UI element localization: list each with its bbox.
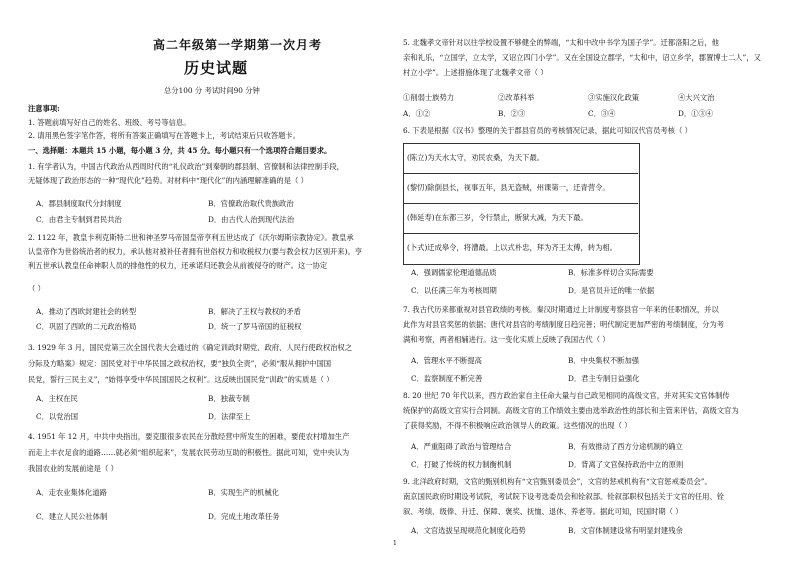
question-2-line: 2. 1122 年，教皇卡利克斯特二世和神圣罗马帝国皇帝亨利五世达成了《沃尔姆斯宗教协定》。教皇承 xyxy=(28,233,354,242)
question-9-line: 9. 北洋政府时期，文官的甄别机构有“文官甄别委员会”，文官的惩戒机构有“文官惩戒委员会”。 xyxy=(403,477,712,486)
option-4b: B．实现生产的机械化 xyxy=(208,488,280,497)
question-3-line: 分际及方略案》规定：国民党对于中华民国之政权治权，要“独负全责”，必须“服从拥护中国国 xyxy=(28,359,332,368)
option-6d: D．是官员升迁的唯一依据 xyxy=(568,286,655,295)
option-5-3: ③实施汉化政策 xyxy=(588,93,640,102)
notes-heading: 注意事项: xyxy=(28,104,60,113)
option-2b: B．解决了王权与教权的矛盾 xyxy=(208,307,301,316)
section-heading: 一、选择题：本题共 15 小题，每小题 3 分，共 45 分。每小题只有一个选项符合题目要求。 xyxy=(28,146,332,155)
option-5d: D．①③④ xyxy=(678,109,714,118)
option-2c: C．巩固了西欧的二元政治格局 xyxy=(36,322,137,331)
question-5-line: 亲和礼乐，“立国学，立太学，又诏立四门小学”。又在全国设立郡学，“太和中，诏立乡学，郡置博士二人”，又 xyxy=(403,53,761,62)
question-1-line: 1. 有学者认为，中国古代政治从西周时代的“礼仪政治”到秦朝的郡县制、官僚制和法律控制手段， xyxy=(28,162,344,171)
question-1-line: 无疑体现了政治形态的一种“现代化”趋势。对材料中“现代化”的内涵理解准确的是（ ） xyxy=(28,176,308,185)
table-row: (陈立)为天水太守，劝民农桑，为天下最。 xyxy=(407,153,545,162)
table-divider xyxy=(403,233,638,234)
question-9-line: 叙、考绩、级俸、升迁、保障、褒奖、抚恤、退休、养老等。据此可知，民国时期（ ） xyxy=(403,507,683,516)
option-5a: A．①② xyxy=(403,109,431,118)
question-4-line: 4. 1951 年 12 月，中共中央指出，要克服很多农民在分散经营中所发生的困难，要使农村增加生产 xyxy=(28,432,350,441)
note-item: 2. 请用黑色签字笔作答，将所有答案正确填写在答题卡上，考试结束后只收答题卡。 xyxy=(28,131,300,140)
question-3-line: 3. 1929 年 3 月，国民党第三次全国代表大会通过的《确定训政时期党、政府、人民行使政权治权之 xyxy=(28,343,353,352)
option-2d: D．统一了罗马帝国的征税权 xyxy=(208,322,302,331)
option-7c: C．监察制度不断完善 xyxy=(411,374,483,383)
exam-title: 高二年级第一学期第一次月考 xyxy=(153,38,323,52)
option-5-2: ②改革科举 xyxy=(498,93,535,102)
option-8c: C．打破了传统的权力制衡机制 xyxy=(411,460,512,469)
option-4c: C．建立人民公社体制 xyxy=(36,512,108,521)
question-5-line: 村立小学”。上述措施体现了北魏孝文帝（ ） xyxy=(403,68,548,77)
option-7b: B．中央集权不断加强 xyxy=(568,356,640,365)
table-row: (韩延寿)在东都三岁，令行禁止，断狱大减，为天下最。 xyxy=(407,213,588,222)
option-5c: C．③④ xyxy=(588,109,616,118)
page-number: 1 xyxy=(393,540,397,547)
table-divider xyxy=(403,173,638,174)
question-4-line: 我国农业的发展前途是（ ） xyxy=(28,464,118,473)
option-8d: D．背离了文官保持政治中立的原则 xyxy=(568,460,684,469)
option-1a: A．郡县制度取代分封制度 xyxy=(36,199,122,208)
table-row: (黎忉)除倒县长，视事五年，县无盗贼，州课第一，迁青营令。 xyxy=(407,183,610,192)
question-7-line: 此作为对县官奖惩的依据；唐代对县官的考绩制度日趋完善；明代制定更加严密的考绩制度，分为考 xyxy=(403,320,725,329)
question-8-line: 了获得奖励，不得不积极响应政治领导人的政策。这些情况的出现（ ） xyxy=(403,421,632,430)
question-8-line: 统保护的高级文官实行合同制。高级文官的工作绩效主要由选举政治性的部长和主管来评估，高级文官为 xyxy=(403,406,739,415)
option-8a: A．严重阻碍了政治与管理结合 xyxy=(411,442,512,451)
subject-title: 历史试题 xyxy=(184,59,249,77)
option-4d: D．完成土地改革任务 xyxy=(208,512,280,521)
option-5-4: ④大兴文治 xyxy=(678,93,715,102)
option-6a: A．强调儒家伦理道德品质 xyxy=(411,268,497,277)
question-7-line: 7. 我古代历来都重视对县官政绩的考核。秦汉时期通过上计制度考察县官一年来的任职情况，并以 xyxy=(403,305,719,314)
option-7a: A．管理水平不断提高 xyxy=(411,356,482,365)
table-divider xyxy=(403,203,638,204)
question-9-line: 南京国民政府时期设考试院，考试院下设考选委员会和铨叙部。铨叙部职权包括关于文官的任用、铨 xyxy=(403,492,725,501)
option-5b: B．②③ xyxy=(498,109,526,118)
option-9b: B．文官体制建设常有明显封建残余 xyxy=(568,526,683,535)
table-row: (卜式)迁成皋令，将漕最。上以式朴忠，拜为齐王太傅，转为相。 xyxy=(407,243,618,252)
option-8b: B．有效推动了西方分途机制的确立 xyxy=(568,442,683,451)
option-3b: B．独裁专制 xyxy=(208,394,250,403)
option-9a: A．文官选拔呈现规范化制度化趋势 xyxy=(411,526,526,535)
option-3c: C．以党治国 xyxy=(36,412,79,421)
question-7-line: 满和考察，两者相辅进行。这一变化实质上反映了我国古代（ ） xyxy=(403,335,610,344)
option-7d: D．君主专制日益强化 xyxy=(568,374,640,383)
question-6-intro: 6. 下表是根据《汉书》整理的关于郡县官员的考核情况记录，据此可知汉代官员考核（ ） xyxy=(403,126,692,135)
exam-meta: 总分100 分 考试时间90 分钟 xyxy=(164,86,260,95)
option-1d: D．由古代人治到现代法治 xyxy=(208,215,295,224)
question-4-line: 而走上丰衣足食的道路……就必须“组织起来”，发展农民劳动互助的积极性。据此可知，党中央认为 xyxy=(28,448,350,457)
question-8-line: 8. 20 世纪 70 年代以来，西方政治家自主任命大量与自己政见相同的高级文官，并对其实文官体制传 xyxy=(403,391,730,400)
question-3-line: 民党，誓行三民主义”，“始得享受中华民国国民之权利”。这反映出国民党“训政”的实质是（ ） xyxy=(28,375,334,384)
option-1b: B．官僚政治取代贵族政治 xyxy=(208,199,294,208)
question-2-line: 利五世承认教皇任命神职人员的排他性的权力，还承诺归还教会从前被侵夺的财产。这一协定 xyxy=(28,261,328,270)
question-2-line: （ ） xyxy=(28,284,45,293)
option-6c: C．以任满三年为考核周期 xyxy=(411,286,497,295)
option-3d: D．法律至上 xyxy=(208,412,251,421)
option-3a: A．主权在民 xyxy=(36,394,78,403)
option-2a: A．推动了西欧封建社会的转型 xyxy=(36,307,137,316)
option-1c: C．由君主专制到君民共治 xyxy=(36,215,122,224)
question-2-line: 认皇帝作为世俗统治者的权力，承认他对被补任者拥有世俗权力和收税权力(要与教会权力区别开来)。亨 xyxy=(28,247,363,256)
note-item: 1. 答题前填写好自己的姓名、班级、考号等信息。 xyxy=(28,118,191,127)
option-5-1: ①削弱士族势力 xyxy=(403,93,455,102)
option-4a: A．走农业集体化道路 xyxy=(36,488,107,497)
option-6b: B．标准多样切合实际需要 xyxy=(568,268,654,277)
question-5-line: 5. 北魏孝文帝针对以往学校设置不够健全的弊端，“太和中改中书学为国子学”。迁都洛阳之后，他 xyxy=(403,38,719,47)
